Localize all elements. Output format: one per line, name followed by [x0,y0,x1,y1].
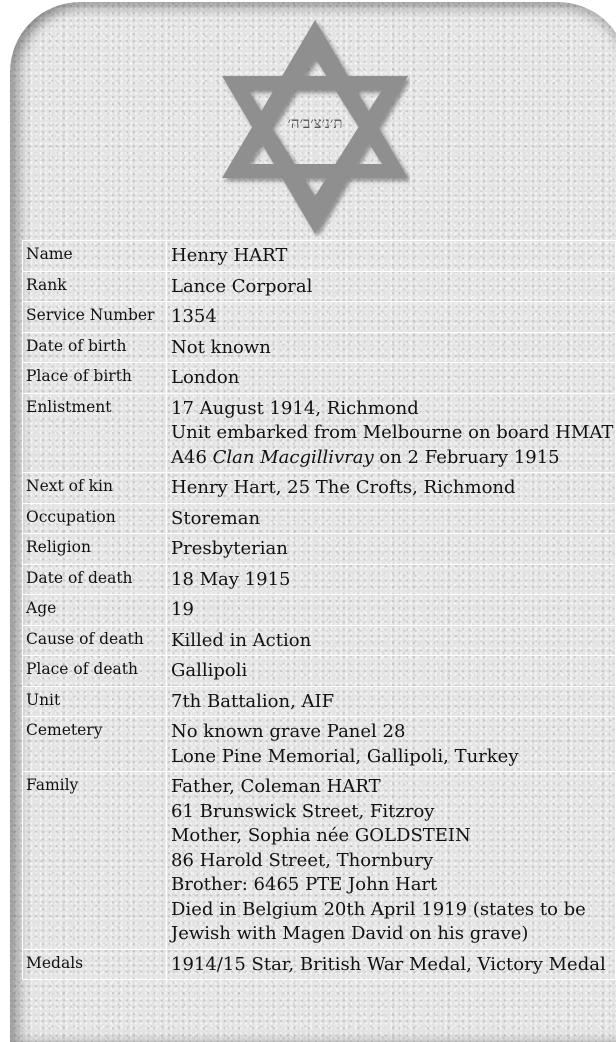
value-line: Mother, Sophia née GOLDSTEIN [171,825,471,846]
value-line: Henry Hart, 25 The Crofts, Richmond [171,477,516,498]
value-line: Jewish with Magen David on his grave) [171,923,529,944]
table-row [23,271,616,302]
row-value [167,772,616,950]
table-row [23,656,616,687]
table-row [23,564,616,595]
value-line: 17 August 1914, Richmond [171,397,419,419]
value-line: Lone Pine Memorial, Gallipoli, Turkey [171,745,519,767]
row-value [167,717,616,772]
table-row [23,595,616,626]
value-line: Father, Coleman HART [171,776,381,797]
row-value [167,393,616,473]
table-row [23,625,616,656]
value-line: Died in Belgium 20th April 1919 (states to be [171,898,586,920]
row-label: Rank [23,271,167,302]
ship-suffix: on 2 February 1915 [373,446,560,468]
value-line: Lance Corporal [171,275,313,297]
row-value [167,686,616,717]
row-label: Date of birth [23,332,167,363]
service-record-table [22,240,616,980]
row-value [167,564,616,595]
table-row [23,241,616,272]
value-line: 19 [171,599,194,620]
star-inscription: ת׳נ׳צ׳ב׳ה׳ [287,114,343,132]
table-row [23,534,616,565]
table-row [23,503,616,534]
row-value [167,302,616,333]
ship-name: Clan Macgillivray [212,446,374,468]
value-line: 86 Harold Street, Thornbury [171,849,434,871]
row-value [167,656,616,687]
row-label: Next of kin [23,473,167,504]
row-label: Age [23,595,167,626]
value-line: Gallipoli [171,660,248,681]
value-line: 1354 [171,306,217,327]
table-row [23,302,616,333]
ship-prefix: A46 [171,446,213,468]
row-value [167,625,616,656]
value-line: Storeman [171,507,261,529]
table-row [23,949,616,980]
row-label: Cemetery [23,717,167,772]
row-label: Medals [23,949,167,980]
ship-line [171,446,612,471]
value-line: Killed in Action [171,629,312,651]
row-label: Date of death [23,564,167,595]
value-line: 18 May 1915 [171,568,291,590]
value-line: 1914/15 Star, British War Medal, Victory Medal [171,953,606,975]
row-label: Enlistment [23,393,167,473]
row-value [167,503,616,534]
row-value [167,473,616,504]
row-value [167,534,616,565]
row-value [167,271,616,302]
row-label: Unit [23,686,167,717]
row-value [167,949,616,980]
table-row [23,332,616,363]
row-value [167,241,616,272]
value-line: Henry HART [171,245,288,266]
table-row [23,473,616,504]
table-row [23,363,616,394]
row-label: Service Number [23,302,167,333]
row-label: Occupation [23,503,167,534]
table-row [23,686,616,717]
row-label: Place of birth [23,363,167,394]
value-line: London [171,367,240,388]
value-line: 7th Battalion, AIF [171,690,335,712]
value-line: Unit embarked from Melbourne on board HMAT [171,422,614,443]
table-row [23,717,616,772]
table-row [23,772,616,950]
row-label: Name [23,241,167,272]
row-label: Family [23,772,167,950]
value-line: Presbyterian [171,538,288,559]
row-label: Place of death [23,656,167,687]
value-line: No known grave Panel 28 [171,721,406,742]
value-line: Brother: 6465 PTE John Hart [171,874,438,895]
row-label: Religion [23,534,167,565]
row-value [167,595,616,626]
row-value [167,363,616,394]
row-label: Cause of death [23,625,167,656]
value-line: 61 Brunswick Street, Fitzroy [171,800,435,822]
table-row [23,393,616,473]
star-of-david-icon [220,18,410,236]
row-value [167,332,616,363]
value-line: Not known [171,336,271,358]
